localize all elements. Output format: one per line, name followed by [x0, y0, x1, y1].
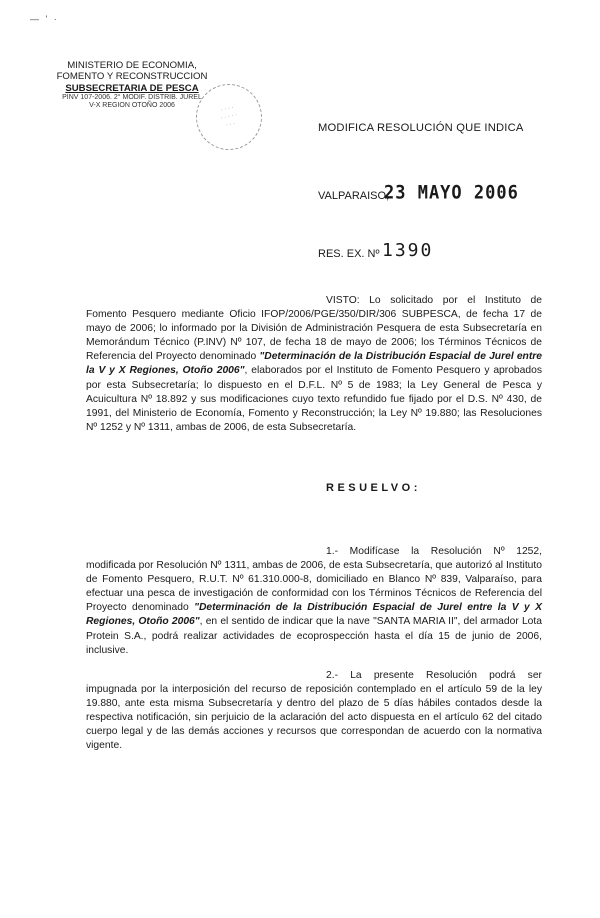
document-title: MODIFICA RESOLUCIÓN QUE INDICA: [318, 122, 524, 134]
place-label: VALPARAISO,: [318, 190, 390, 202]
resolution-item-2: 2.- La presente Resolución podrá ser impugnada por la interposición del recurso de reposición contemplado en el artículo 59 de la ley 19.880, ante esta misma Subsecretaría y dentro del plazo de 5 días hábiles contados desde la respectiva notificación, sin perjuicio de la aclaración del acto dispuesta en el artículo 62 del citado cuerpo legal y de las demás acciones y recursos que correspondan de acuerdo con la normativa vigente.: [86, 670, 542, 752]
subsecretaria-line: SUBSECRETARIA DE PESCA: [65, 82, 199, 94]
ministry-line-2: FOMENTO Y RECONSTRUCCION: [56, 71, 208, 83]
resolution-number: 1390: [382, 240, 434, 261]
letterhead: [52, 60, 212, 111]
resolution-item-1: 1.- Modifícase la Resolución Nº 1252, modificada por Resolución Nº 1311, ambas de 2006, de esta Subsecretaría, que autorizó al Instituto de Fomento Pesquero, R.U.T. Nº 61.310.000-8, domiciliado en Blanco Nº 839, Valparaíso, para efectuar una pesca de investigación de conformidad con los Términos Técnicos de Referencia del Proyecto denominado "Determinación de la Distribución Espacial de Jurel entre la V y X Regiones, Otoño 2006", en el sentido de indicar que la nave "SANTA MARIA II", del armador Lota Protein S.A., podrá realizar actividades de ecoprospección hasta el día 15 de junio de 2006, inclusive.: [86, 546, 542, 656]
visto-paragraph: VISTO: Lo solicitado por el Instituto de Fomento Pesquero mediante Oficio IFOP/2006/PGE/350/DIR/306 SUBPESCA, de fecha 17 de mayo de 2006; lo informado por la División de Administración Pesquera de esta Subsecretaría en Memorándum Técnico (P.INV) Nº 107, de fecha 18 de mayo de 2006; los Términos Técnicos de Referencia del Proyecto denominado "Determinación de la Distribución Espacial de Jurel entre la V y X Regiones, Otoño 2006", elaborados por el Instituto de Fomento Pesquero y aprobados por esta Subsecretaría; lo dispuesto en el D.F.L. Nº 5 de 1983; la Ley General de Pesca y Acuicultura Nº 18.892 y sus modificaciones cuyo texto refundido fue fijado por el D.S. Nº 430, de 1991, del Ministerio de Economía, Fomento y Reconstrucción; la Ley Nº 19.880; las Resoluciones Nº 1252 y Nº 1311, ambas de 2006, de esta Subsecretaría.: [86, 295, 542, 433]
resuelvo-heading: RESUELVO:: [326, 482, 421, 494]
ministry-line-1: MINISTERIO DE ECONOMIA,: [67, 60, 197, 71]
office-stamp: · · · · · · · · · · · ·: [190, 78, 268, 156]
reference-line-1: PINV 107-2006. 2° MODIF. DISTRIB. JUREL: [62, 93, 202, 101]
scan-marks: — ' ·: [30, 14, 59, 24]
reference-line-2: V-X REGION OTOÑO 2006: [89, 102, 175, 110]
resolution-label: RES. EX. Nº: [318, 248, 380, 260]
date-stamp: 23 MAYO 2006: [384, 182, 519, 204]
